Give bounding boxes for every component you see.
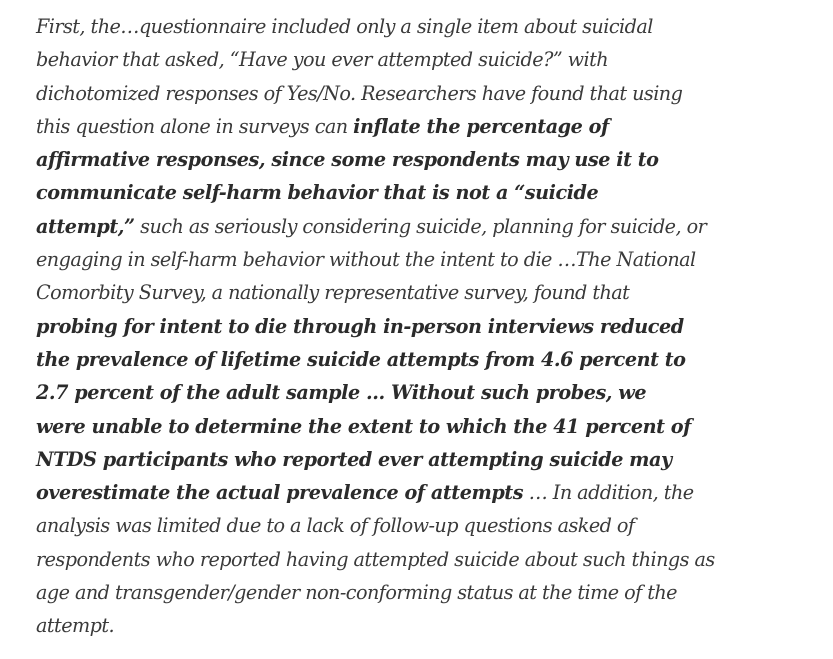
emphasized-text: overestimate the actual prevalence of attempts xyxy=(36,481,524,505)
body-text: behavior that asked, “Have you ever attempted suicide?” with xyxy=(36,48,609,72)
text-line xyxy=(36,10,728,43)
emphasized-text: communicate self-harm behavior that is not a “suicide xyxy=(36,181,599,205)
body-text: First, the…questionnaire included only a single item about suicidal xyxy=(36,15,653,38)
text-line xyxy=(36,376,728,409)
emphasized-text: inflate the percentage of xyxy=(353,114,609,138)
body-text: engaging in self-harm behavior without the intent to die …The National xyxy=(36,248,696,272)
quoted-passage xyxy=(36,10,728,643)
emphasized-text: 2.7 percent of the adult sample … Without such probes, we xyxy=(36,381,647,405)
text-line xyxy=(36,509,728,542)
text-line xyxy=(36,343,728,376)
text-line xyxy=(36,276,728,309)
text-line xyxy=(36,576,728,609)
body-text: such as seriously considering suicide, planning for suicide, or xyxy=(134,214,707,238)
text-line xyxy=(36,43,728,76)
text-line xyxy=(36,443,728,476)
text-line xyxy=(36,77,728,110)
text-line xyxy=(36,476,728,509)
text-line xyxy=(36,176,728,209)
body-text: respondents who reported having attempted suicide about such things as xyxy=(36,547,715,571)
emphasized-text: probing for intent to die through in-person interviews reduced xyxy=(36,314,684,338)
emphasized-text: NTDS participants who reported ever attempting suicide may xyxy=(36,447,672,471)
body-text: Comorbity Survey, a nationally representative survey, found that xyxy=(36,281,630,305)
body-text: this question alone in surveys can xyxy=(36,114,354,138)
text-line xyxy=(36,243,728,276)
text-line xyxy=(36,609,728,642)
emphasized-text: the prevalence of lifetime suicide attempts from 4.6 percent to xyxy=(36,347,686,371)
body-text: age and transgender/gender non-conforming status at the time of the xyxy=(36,581,677,605)
emphasized-text: were unable to determine the extent to which the 41 percent of xyxy=(36,414,691,438)
body-text: analysis was limited due to a lack of follow-up questions asked of xyxy=(36,514,635,538)
body-text: dichotomized responses of Yes/No. Researchers have found that using xyxy=(36,81,683,105)
text-line xyxy=(36,210,728,243)
text-line xyxy=(36,310,728,343)
text-line xyxy=(36,143,728,176)
body-text: … In addition, the xyxy=(523,481,694,505)
emphasized-text: affirmative responses, since some respondents may use it to xyxy=(36,148,659,172)
text-line xyxy=(36,543,728,576)
body-text: attempt. xyxy=(36,614,115,638)
emphasized-text: attempt,” xyxy=(36,214,135,238)
text-line xyxy=(36,410,728,443)
text-line xyxy=(36,110,728,143)
